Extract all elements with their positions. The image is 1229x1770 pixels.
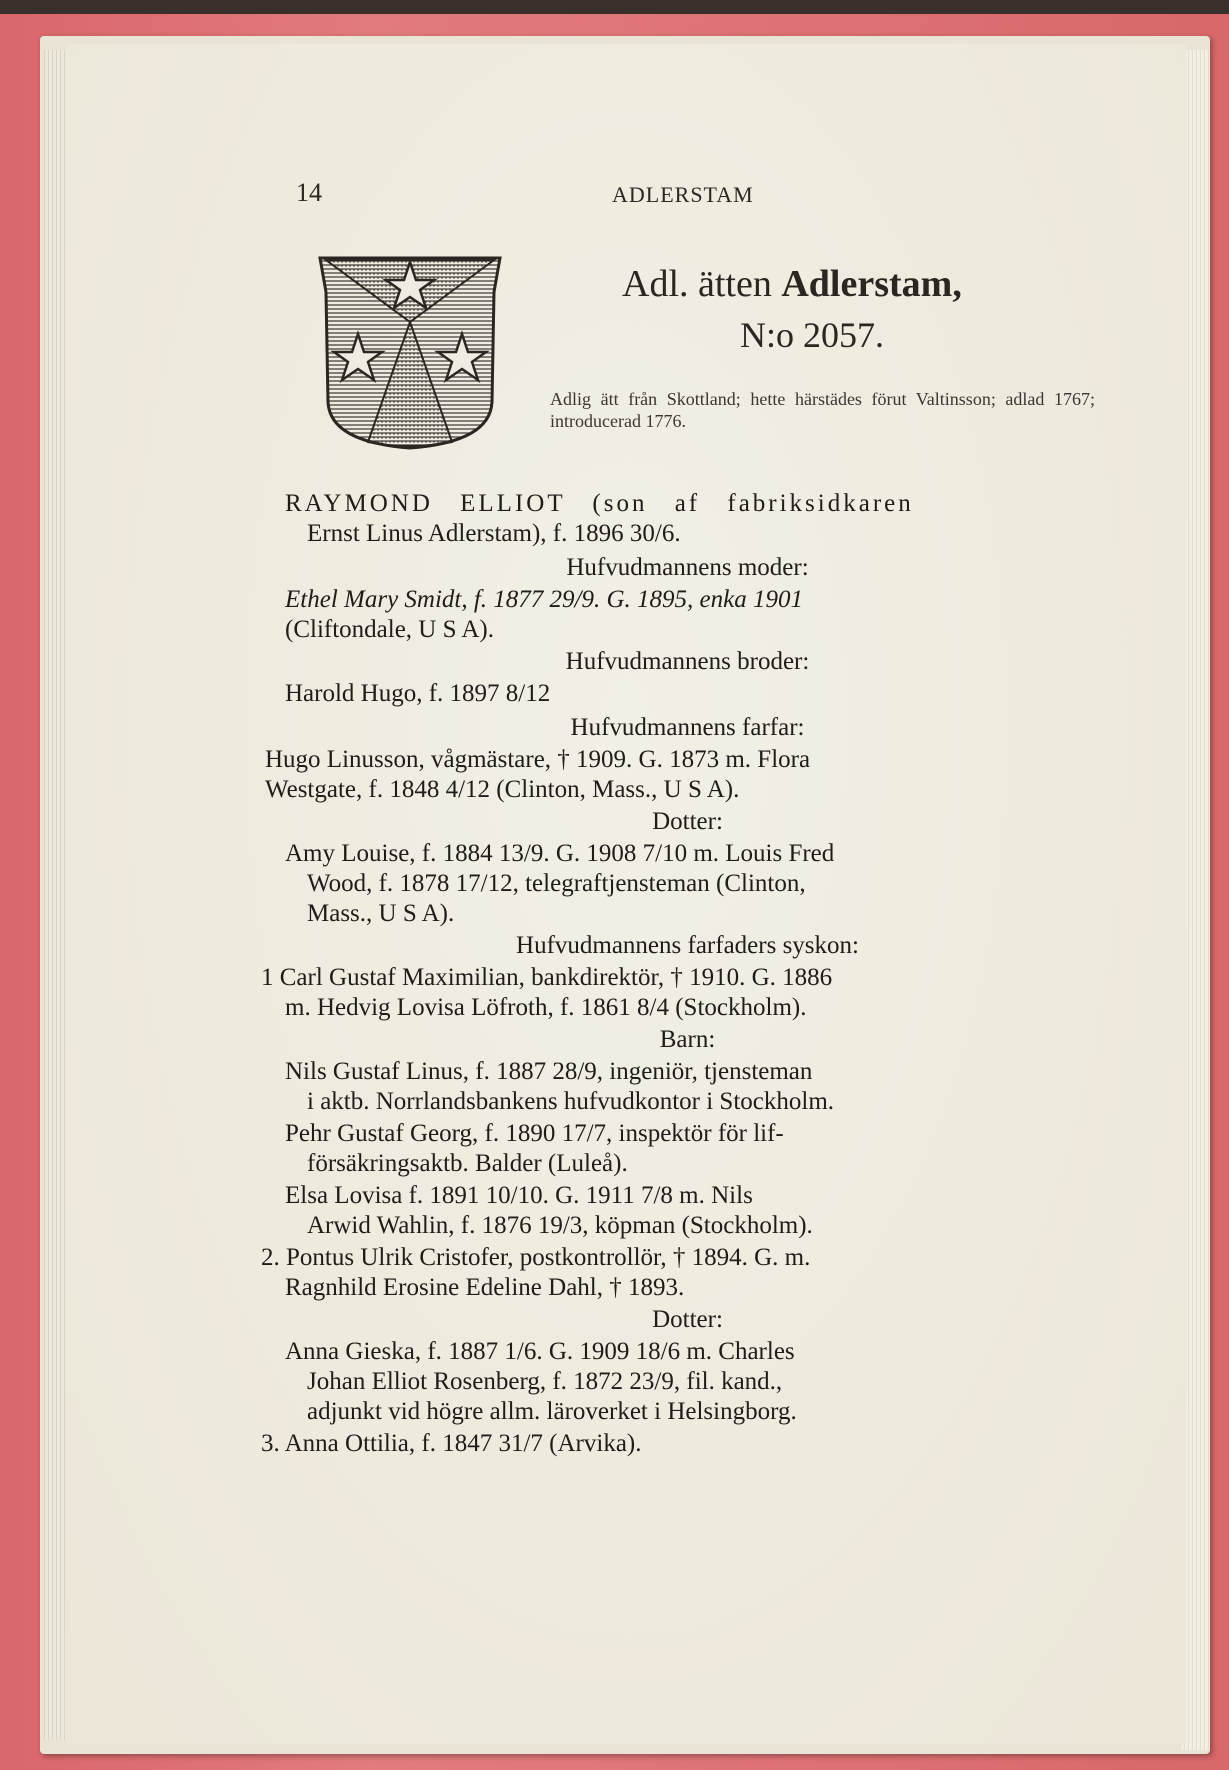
text-line: Pehr Gustaf Georg, f. 1890 17/7, inspektör för lif- — [285, 1120, 784, 1147]
text-line: Johan Elliot Rosenberg, f. 1872 23/9, fil. kand., — [307, 1368, 783, 1395]
family-title: Adl. ätten Adlerstam, — [622, 263, 962, 305]
text-line: Amy Louise, f. 1884 13/9. G. 1908 7/10 m. Louis Fred — [285, 840, 835, 867]
text-line: 3. Anna Ottilia, f. 1847 31/7 (Arvika). — [261, 1430, 642, 1457]
text-line: RAYMOND ELLIOT (son af fabriksidkaren — [285, 490, 914, 517]
running-head: ADLERSTAM — [612, 182, 754, 207]
section-heading: Hufvudmannens moder: — [566, 554, 809, 581]
text-line: Anna Gieska, f. 1887 1/6. G. 1909 18/6 m. Charles — [285, 1338, 795, 1365]
section-heading: Dotter: — [652, 1306, 723, 1333]
section-heading: Dotter: — [652, 808, 723, 835]
section-heading: Hufvudmannens farfar: — [570, 714, 805, 741]
text-line: Ethel Mary Smidt, f. 1877 29/9. G. 1895, enka 1901 — [285, 586, 803, 613]
text-line: Hugo Linusson, vågmästare, † 1909. G. 1873 m. Flora — [265, 746, 811, 773]
text-line: försäkringsaktb. Balder (Luleå). — [307, 1150, 628, 1177]
section-heading: Barn: — [659, 1026, 716, 1053]
text-line: i aktb. Norrlandsbankens hufvudkontor i Stockholm. — [307, 1088, 835, 1115]
family-intro: Adlig ätt från Skottland; hette härstädes förut Valtinsson; adlad 1767; introducerad 1776. — [550, 389, 1095, 431]
text-line: Mass., U S A). — [307, 900, 455, 927]
text-line: Ernst Linus Adlerstam), f. 1896 30/6. — [307, 520, 681, 547]
text-line: Wood, f. 1878 17/12, telegraftjensteman (Clinton, — [307, 870, 806, 897]
text-line: m. Hedvig Lovisa Löfroth, f. 1861 8/4 (Stockholm). — [285, 994, 807, 1021]
text-line: Ragnhild Erosine Edeline Dahl, † 1893. — [285, 1274, 685, 1301]
text-line: adjunkt vid högre allm. läroverket i Helsingborg. — [307, 1398, 797, 1425]
section-heading: Hufvudmannens broder: — [565, 648, 810, 675]
text-line: Arwid Wahlin, f. 1876 19/3, köpman (Stockholm). — [307, 1212, 813, 1239]
text-line: Elsa Lovisa f. 1891 10/10. G. 1911 7/8 m. Nils — [285, 1182, 753, 1209]
text-line: (Cliftondale, U S A). — [285, 616, 495, 643]
text-line: Westgate, f. 1848 4/12 (Clinton, Mass., U S A). — [265, 776, 740, 803]
family-number: N:o 2057. — [740, 315, 884, 355]
text-line: Nils Gustaf Linus, f. 1887 28/9, ingeniör, tjensteman — [285, 1058, 813, 1085]
section-heading: Hufvudmannens farfaders syskon: — [516, 932, 859, 959]
text-line: Harold Hugo, f. 1897 8/12 — [285, 680, 551, 707]
text-line: 1 Carl Gustaf Maximilian, bankdirektör, † 1910. G. 1886 — [261, 964, 833, 991]
page-number: 14 — [296, 178, 322, 207]
coat-of-arms-icon — [312, 252, 508, 454]
text-line: 2. Pontus Ulrik Cristofer, postkontrollör, † 1894. G. m. — [261, 1244, 811, 1271]
